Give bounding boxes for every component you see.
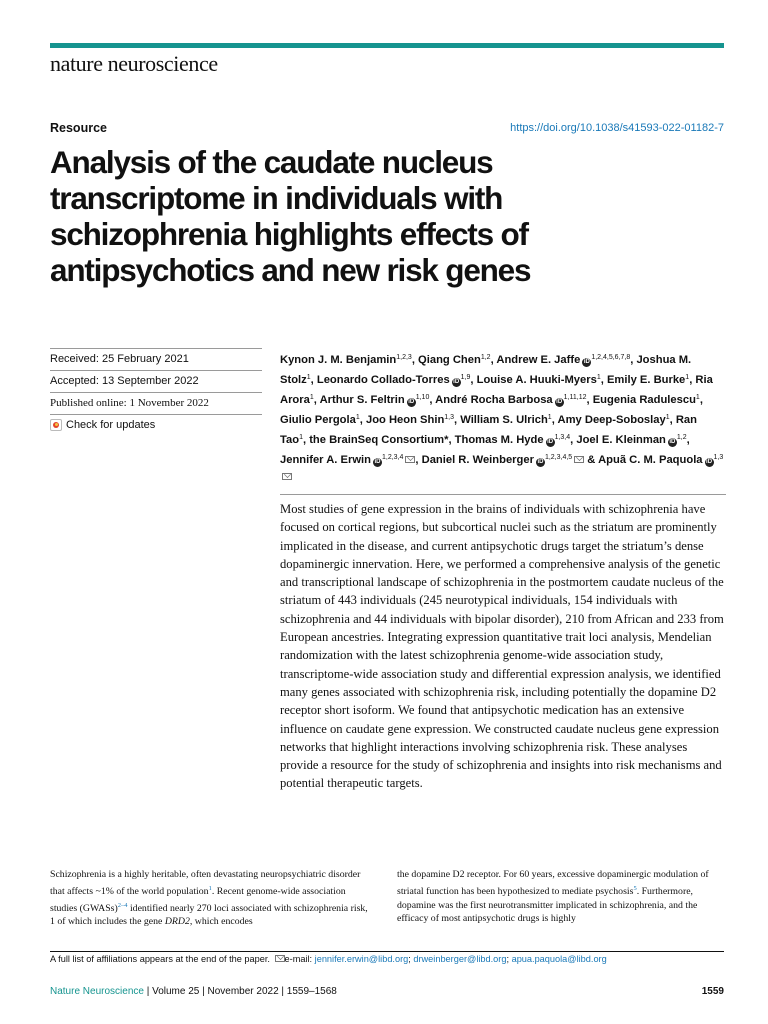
author-name[interactable]: Daniel R. Weinberger (421, 454, 534, 466)
orcid-icon[interactable]: iD (408, 399, 415, 405)
orcid-icon[interactable]: iD (556, 399, 563, 405)
email-link-erwin[interactable]: jennifer.erwin@libd.org (314, 954, 409, 964)
author-list: Kynon J. M. Benjamin$^{1,2,3}$, Qiang Chen$^{1,2}$, Andrew E. Jaffe iD$^{1,2,4,5,6,7,8}$, Joshua M. Stolz$^1$, Leonardo Collado-Torres iD$^{1,9}$, Louise A. Huuki-Myers$^1$, Emily E. Burke$^1$, Ria Arora$^1$, Arthur S. Feltrin iD$^{1,10}$, André Rocha Barbosa iD$^{1,11,12}$, Eugenia Radulescu$^1$, Giulio Pergola$^1$, Joo Heon Shin$^{1,3}$, William S. Ulrich$^1$, Amy Deep-Soboslay$^1$, Ran Tao$^1$, the BrainSeq Consortium*, Thomas M. Hyde iD$^{1,3,4}$, Joel E. Kleinman iD$^{1,2}$, Jennifer A. Erwin iD$^{1,2,3,4}$ , Daniel R. Weinberger iD$^{1,2,3,4,5}$ & Apuã C. M. Paquola iD$^{1,3}$ (280, 349, 726, 486)
author-affiliation: 1,9 (460, 374, 471, 381)
orcid-icon[interactable]: iD (537, 459, 544, 465)
author-name[interactable]: Ria Arora (280, 374, 713, 406)
author-name[interactable]: Leonardo Collado-Torres (316, 374, 450, 386)
author-affiliation: 1 (596, 374, 601, 381)
author-affiliation: 1,2,3,4 (381, 454, 404, 461)
author-affiliation: 1,2,4,5,6,7,8 (591, 354, 631, 361)
body-column-2 (397, 868, 725, 926)
accepted-date: Accepted: 13 September 2022 (50, 375, 199, 387)
footer-journal: Nature Neuroscience (50, 986, 144, 997)
orcid-icon[interactable]: iD (583, 359, 590, 365)
body-text: . Recent genome-wide association studies (GWASs) (50, 885, 346, 914)
author-affiliation: 1 (309, 394, 314, 401)
author-name[interactable]: Thomas M. Hyde (454, 434, 544, 446)
author-name[interactable]: Joshua M. Stolz (280, 354, 692, 386)
orcid-icon[interactable]: iD (669, 439, 676, 445)
author-name[interactable]: the BrainSeq Consortium* (309, 434, 449, 446)
article-history (50, 348, 262, 436)
orcid-icon[interactable]: iD (547, 439, 554, 445)
author-name[interactable]: Giulio Pergola (280, 414, 356, 426)
author-name[interactable]: Andrew E. Jaffe (496, 354, 581, 366)
published-date: Published online: 1 November 2022 (50, 397, 209, 409)
author-affiliation: 1,10 (415, 394, 430, 401)
author-name[interactable]: Kynon J. M. Benjamin (280, 354, 397, 366)
page-number: 1559 (701, 986, 724, 997)
journal-name: nature neuroscience (50, 51, 218, 76)
author-affiliation: 1 (355, 414, 360, 421)
author-affiliation: 1 (547, 414, 552, 421)
orcid-icon[interactable]: iD (706, 459, 713, 465)
citation-ref[interactable]: 5 (633, 884, 637, 892)
author-name[interactable]: Louise A. Huuki-Myers (476, 374, 597, 386)
author-affiliation: 1,3 (444, 414, 455, 421)
author-name[interactable]: Jennifer A. Erwin (280, 454, 371, 466)
article-type: Resource (50, 121, 107, 135)
author-affiliation: 1 (665, 414, 670, 421)
gene-name: DRD2 (164, 916, 190, 928)
page-footer (50, 986, 337, 997)
affiliations-footnote: A full list of affiliations appears at the end of the paper. e-mail: jennifer.erwin@libd.org; drweinberger@libd.org; apua.paquola@libd.org (50, 954, 607, 964)
author-affiliation: 1,11,12 (563, 394, 587, 401)
footnote-lead: A full list of affiliations appears at the end of the paper. (50, 954, 270, 964)
body-text: the dopamine D2 receptor. For 60 years, excessive dopaminergic modulation of striatal function has been hypothesized to mediate psychosis (397, 869, 709, 897)
envelope-icon[interactable] (574, 456, 584, 463)
article-title: Analysis of the caudate nucleus transcriptome in individuals with schizophrenia highlights effects of antipsychotics and new risk genes (50, 144, 531, 288)
author-affiliation: 1,3 (713, 454, 724, 461)
body-text: Schizophrenia is a highly heritable, often devastating neuropsychiatric disorder that affects ~1% of the world population (50, 869, 361, 897)
email-link-weinberger[interactable]: drweinberger@libd.org (413, 954, 507, 964)
author-name[interactable]: Arthur S. Feltrin (319, 394, 405, 406)
author-affiliation: 1,2 (676, 434, 687, 441)
footnote-rule (50, 951, 724, 952)
author-affiliation: 1,2,3,4,5 (544, 454, 573, 461)
citation-ref[interactable]: 1 (208, 884, 212, 892)
author-name[interactable]: Emily E. Burke (606, 374, 686, 386)
author-affiliation: 1,2,3 (396, 354, 412, 361)
author-affiliation: 1,3,4 (554, 434, 571, 441)
crossmark-icon (50, 419, 62, 431)
email-link-paquola[interactable]: apua.paquola@libd.org (511, 954, 607, 964)
envelope-icon (275, 955, 285, 962)
author-name[interactable]: André Rocha Barbosa (435, 394, 553, 406)
author-name[interactable]: Joo Heon Shin (365, 414, 445, 426)
author-name[interactable]: William S. Ulrich (460, 414, 548, 426)
author-affiliation: 1 (299, 434, 303, 441)
body-text: , which encodes (189, 916, 253, 928)
author-name[interactable]: Ran Tao (280, 414, 697, 446)
author-name[interactable]: Qiang Chen (418, 354, 481, 366)
body-text: identified nearly 270 loci associated with schizophrenia risk, 1 of which includes the gene (50, 902, 368, 928)
check-for-updates-button[interactable] (50, 415, 262, 436)
author-name[interactable]: Apuã C. M. Paquola (598, 454, 703, 466)
author-name[interactable]: Amy Deep-Soboslay (557, 414, 666, 426)
journal-top-rule (50, 43, 724, 48)
body-text: . Furthermore, dopamine was the first neurotransmitter implicated in schizophrenia, and the efficacy of most antipsychotic drugs is highly (397, 885, 698, 925)
check-for-updates-label: Check for updates (66, 419, 156, 431)
orcid-icon[interactable]: iD (374, 459, 381, 465)
citation-ref[interactable]: 2–4 (117, 901, 128, 909)
author-affiliation: 1,2 (480, 354, 491, 361)
abstract: Most studies of gene expression in the brains of individuals with schizophrenia have focused on cortical regions, but subcortical nuclei such as the striatum are prominently implicated in the disease, and current antipsychotic drugs target the striatum’s dense dopaminergic innervation. Here, we performed a comprehensive analysis of the genetic and transcriptional landscape of schizophrenia in the postmortem caudate nucleus of the striatum of 443 individuals (245 neurotypical individuals, 154 individuals with schizophrenia and 44 individuals with bipolar disorder), 210 from African and 233 from European ancestries. Integrating expression quantitative trait loci analysis, Mendelian randomization with the latest schizophrenia genome-wide association study, transcriptome-wide association study and differential expression analysis, we identified many genes associated with schizophrenia risk, including potentially the dopamine D2 receptor short isoform. We found that antipsychotic medication has an extensive influence on caudate gene expression. We constructed caudate nucleus gene expression networks that highlight interactions involving schizophrenia risk. These analyses provide a resource for the study of schizophrenia and insights into risk mechanisms and potential therapeutic targets. (280, 494, 726, 793)
envelope-icon[interactable] (405, 456, 415, 463)
author-affiliation: 1 (306, 374, 311, 381)
received-date: Received: 25 February 2021 (50, 353, 189, 365)
author-name[interactable]: Joel E. Kleinman (576, 434, 666, 446)
doi-link[interactable]: https://doi.org/10.1038/s41593-022-01182-7 (510, 122, 724, 134)
envelope-icon[interactable] (282, 473, 292, 480)
author-affiliation: 1 (685, 374, 690, 381)
orcid-icon[interactable]: iD (453, 379, 460, 385)
author-name[interactable]: Eugenia Radulescu (592, 394, 696, 406)
footer-issue: | Volume 25 | November 2022 | 1559–1568 (143, 986, 337, 997)
email-label: e-mail: (284, 954, 313, 964)
author-affiliation: 1 (695, 394, 700, 401)
body-column-1 (50, 868, 375, 929)
